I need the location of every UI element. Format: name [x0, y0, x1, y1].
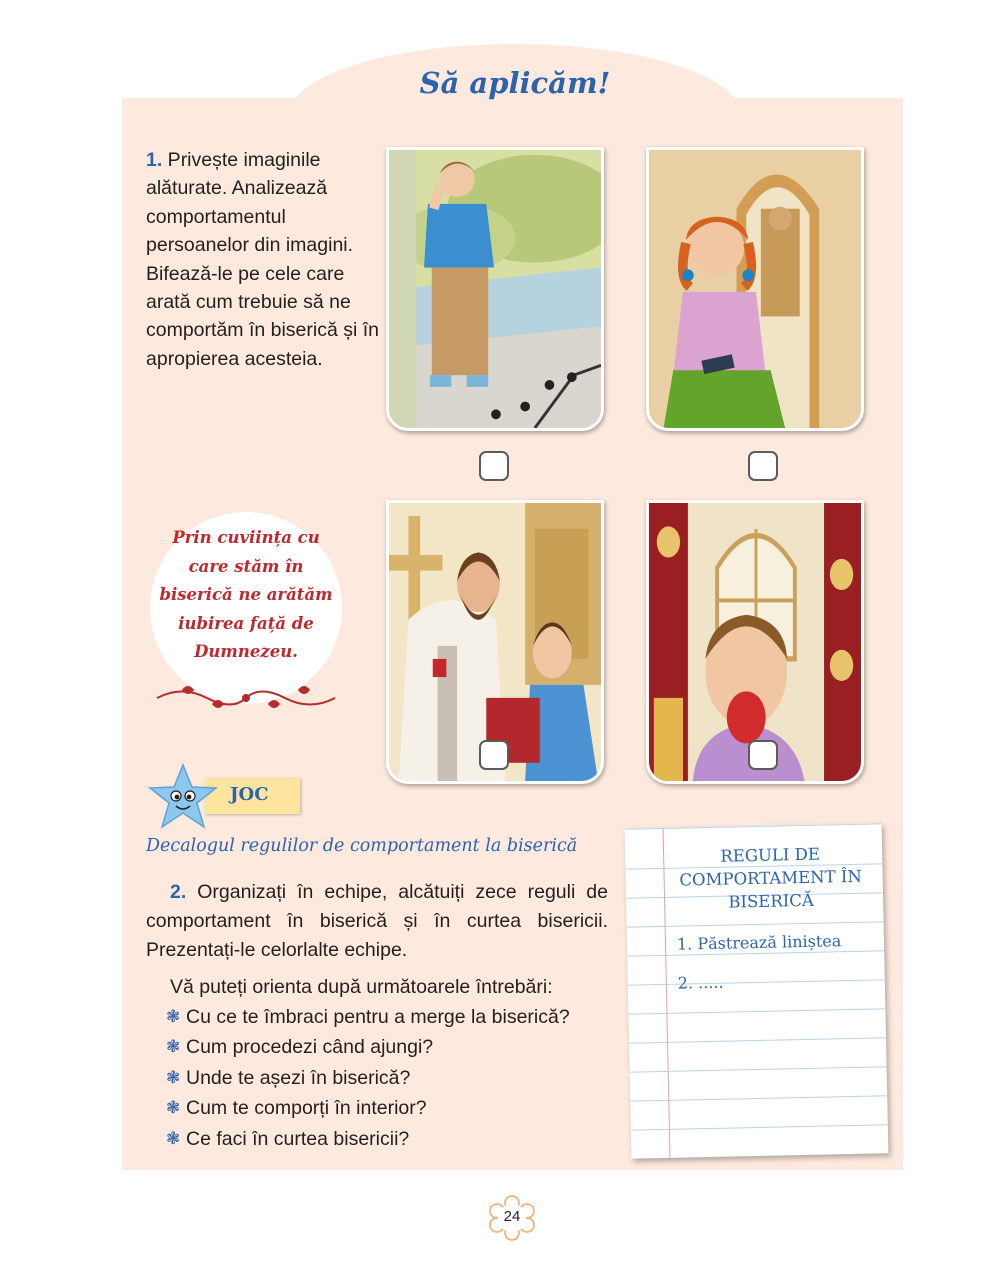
- notebook-line-2: 2. .....: [677, 972, 724, 993]
- flower-bullet-icon: ❃: [166, 1007, 181, 1026]
- image-girl-with-phone: [646, 147, 864, 431]
- star-mascot-icon: [148, 763, 218, 829]
- list-item: ❃ Cum procedezi când ajungi?: [166, 1032, 570, 1062]
- question-list: [166, 1002, 570, 1154]
- exercise-2-number: 2.: [170, 881, 187, 903]
- list-item: ❃ Unde te așezi în biserică?: [166, 1063, 570, 1093]
- exercise-2-text: [146, 878, 608, 965]
- exercise-1-instructions: Privește imaginile alăturate. Analizează comportamentul persoanelor din imagini. Bifează-le pe cele care arată cum trebuie să ne comportăm în biserică și în apropierea acesteia.: [146, 149, 380, 370]
- checkbox-image-2[interactable]: [748, 451, 778, 481]
- list-item: ❃ Cum te comporți în interior?: [166, 1093, 570, 1123]
- notebook-rules: [625, 823, 889, 1158]
- list-item: ❃ Ce faci în curtea bisericii?: [166, 1124, 570, 1154]
- exercise-2-instructions: Organizați în echipe, alcătuiți zece reguli de comportament în biserică și în curtea bisericii. Prezentați-le celorlalte echipe.: [146, 881, 608, 961]
- quote-text: Prin cuviința cu care stăm în biserică ne arătăm iubirea față de Dumnezeu.: [159, 528, 333, 661]
- notebook-title: REGULI DE COMPORTAMENT ÎN BISERICĂ: [679, 844, 863, 912]
- checkbox-image-4[interactable]: [748, 740, 778, 770]
- notebook-line-1: 1. Păstrează liniștea: [676, 931, 842, 954]
- checkbox-image-1[interactable]: [479, 451, 509, 481]
- exercise-1-number: 1.: [146, 149, 163, 171]
- flower-bullet-icon: ❃: [166, 1098, 181, 1118]
- list-item: ❃ Cu ce te îmbraci pentru a merge la biserică?: [166, 1002, 570, 1032]
- flourish-decoration: [152, 680, 340, 712]
- page-number: 24: [503, 1208, 521, 1225]
- game-subtitle: Decalogul regulilor de comportament la biserică: [146, 836, 578, 856]
- page-title: Să aplicăm!: [419, 66, 611, 100]
- game-label: JOC: [230, 784, 269, 805]
- image-boy-outside-church: [386, 147, 604, 431]
- checkbox-image-3[interactable]: [479, 740, 509, 770]
- flower-bullet-icon: ❃: [166, 1128, 181, 1148]
- flower-bullet-icon: ❃: [166, 1067, 181, 1087]
- exercise-2-guide: Vă puteți orienta după următoarele întrebări:: [170, 976, 553, 998]
- flower-bullet-icon: ❃: [166, 1037, 181, 1057]
- exercise-1-text: [146, 146, 381, 373]
